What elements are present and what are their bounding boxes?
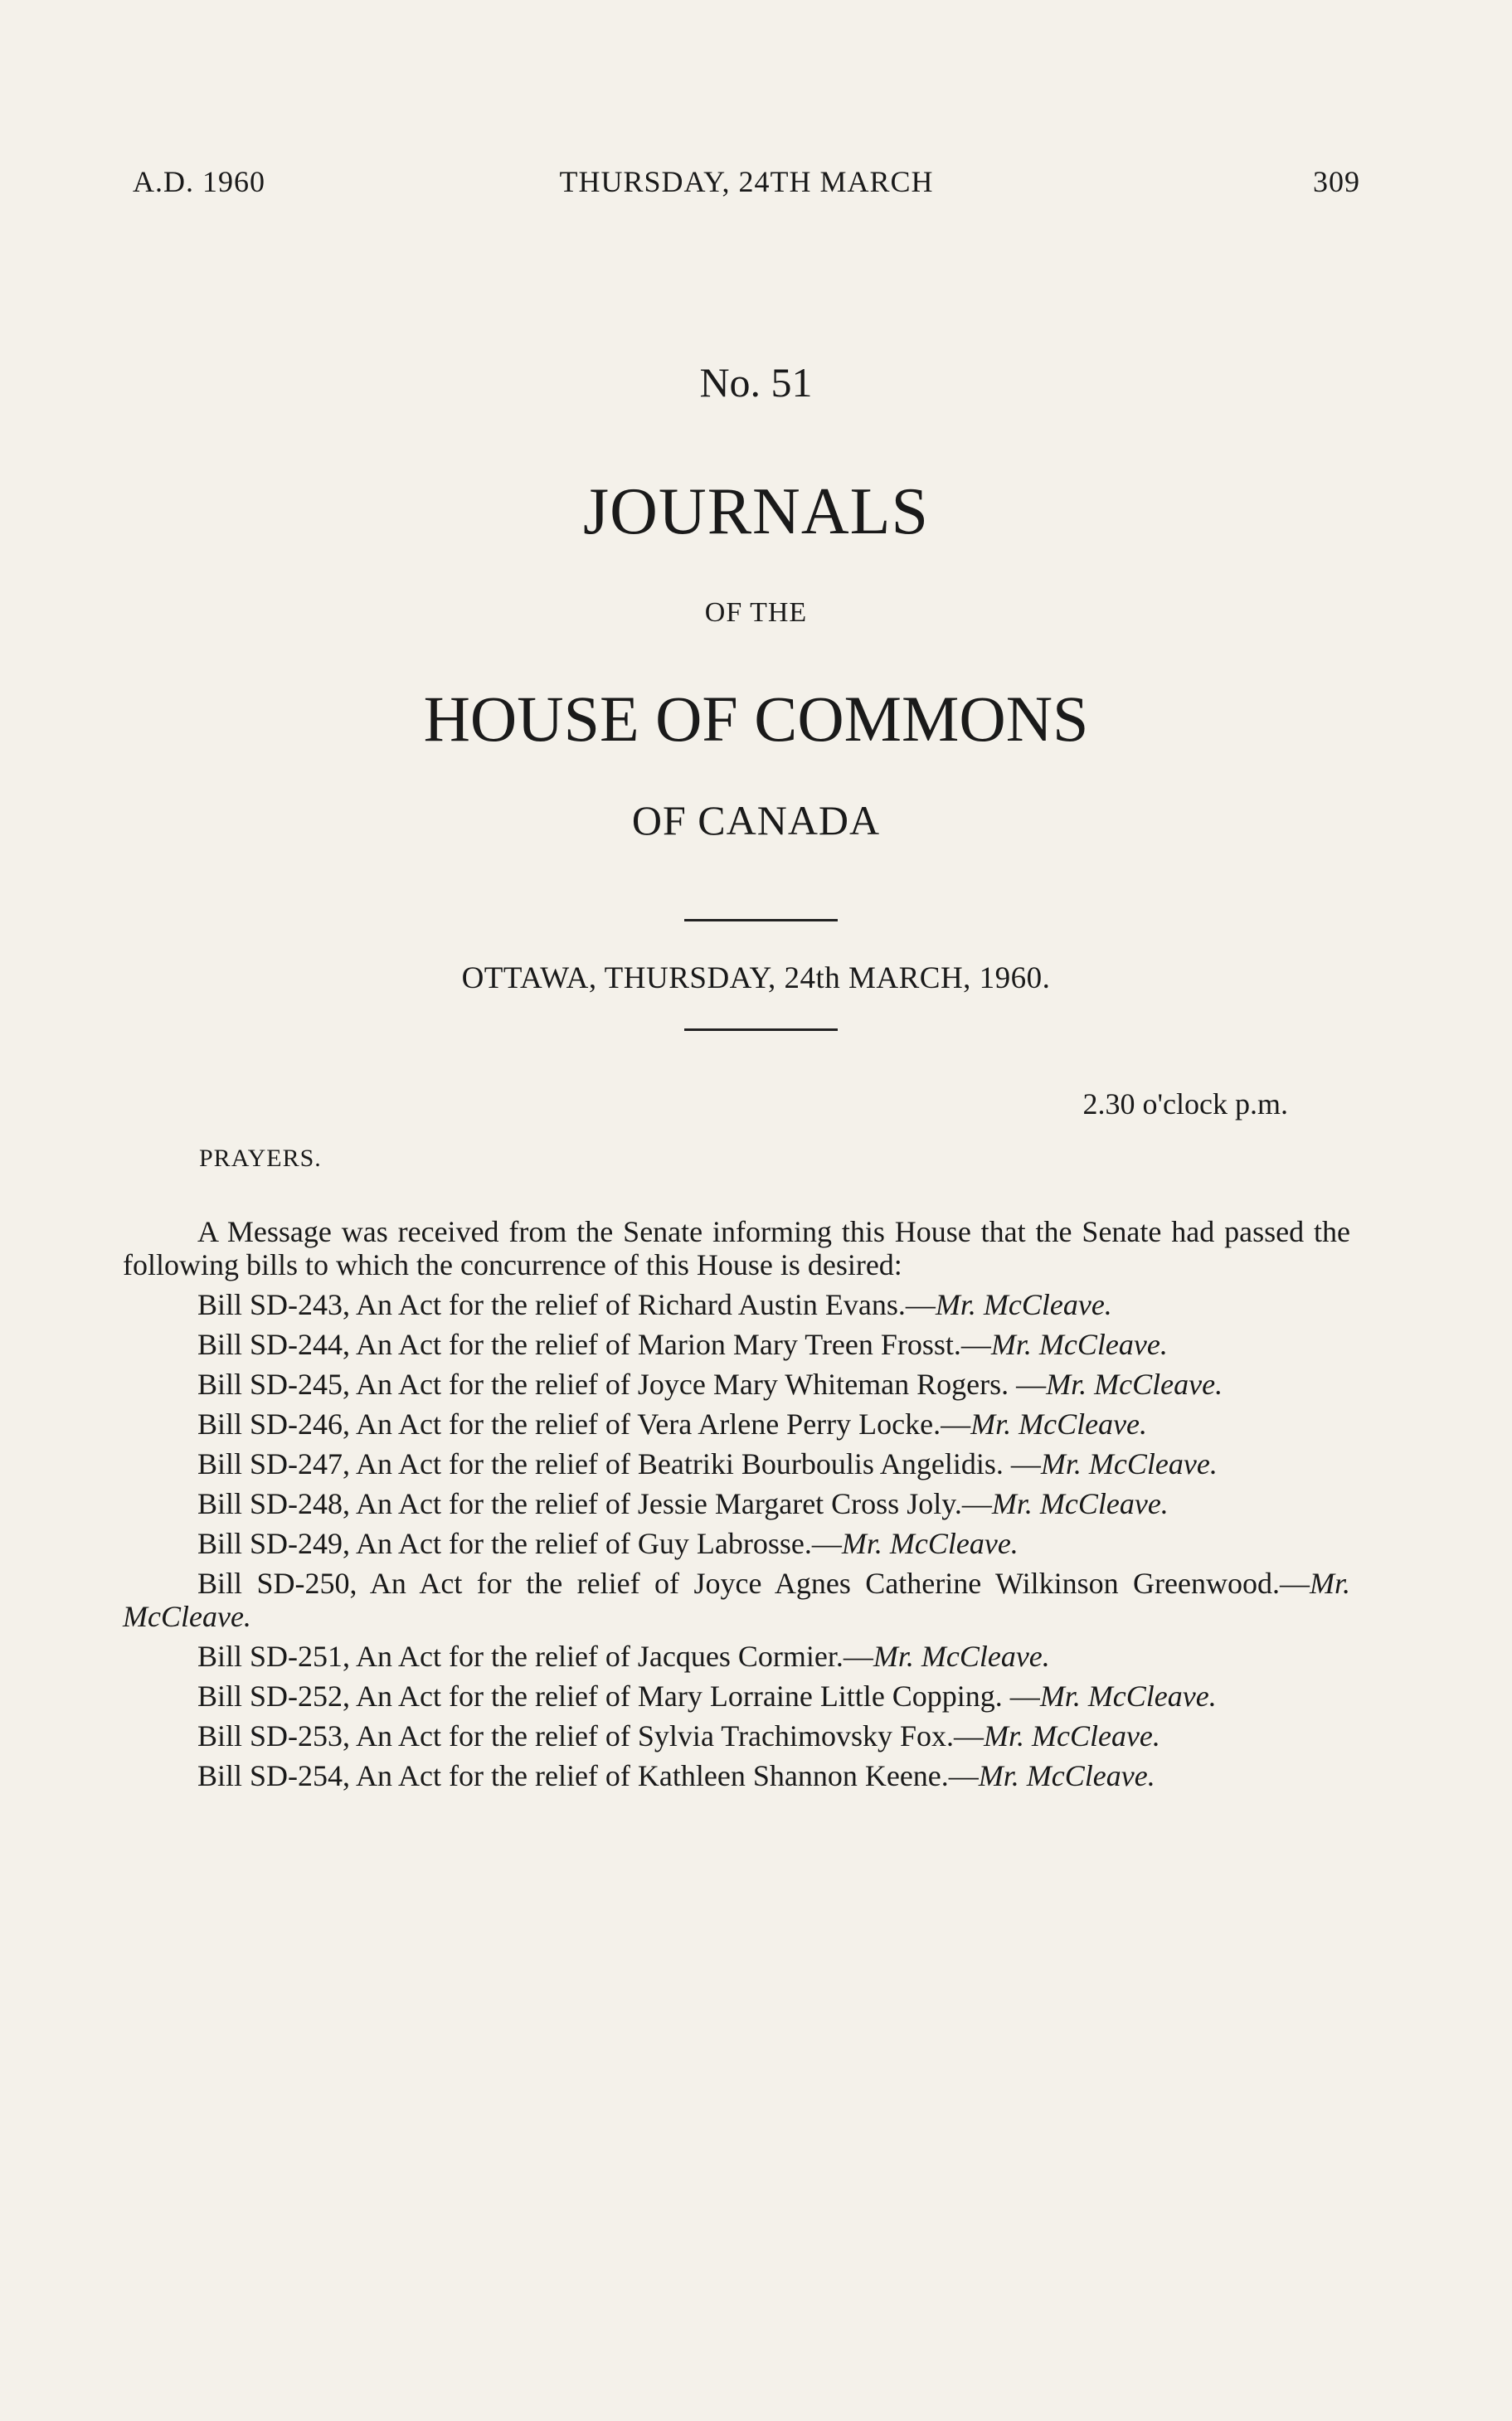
page-number: 309 xyxy=(1313,165,1360,198)
bill-text: Bill SD-244, An Act for the relief of Marion Mary Treen Frosst.— xyxy=(197,1328,991,1361)
bill-mover: Mr. McCleave. xyxy=(123,1567,1350,1633)
senate-message-paragraph: A Message was received from the Senate informing this House that the Senate had passed the following bills to which the concurrence of this House is desired: xyxy=(123,1215,1350,1281)
bill-mover: Mr. McCleave. xyxy=(1046,1368,1223,1401)
bill-text: Bill SD-254, An Act for the relief of Kathleen Shannon Keene.— xyxy=(197,1759,979,1792)
bill-entry xyxy=(123,1447,1350,1480)
bill-text: Bill SD-246, An Act for the relief of Vera Arlene Perry Locke.— xyxy=(197,1407,971,1441)
bill-mover: Mr. McCleave. xyxy=(970,1407,1148,1441)
journals-title: JOURNALS xyxy=(583,475,929,548)
bill-entry xyxy=(123,1719,1350,1753)
running-head-year: A.D. 1960 xyxy=(133,165,265,198)
running-head xyxy=(133,164,1360,206)
bill-text: Bill SD-249, An Act for the relief of Guy Labrosse.— xyxy=(197,1527,842,1560)
of-the-line: OF THE xyxy=(704,597,808,628)
bill-entry xyxy=(123,1567,1350,1633)
divider-rule xyxy=(684,1028,838,1031)
bill-text: Bill SD-245, An Act for the relief of Joyce Mary Whiteman Rogers. — xyxy=(197,1368,1047,1401)
divider-rule xyxy=(684,919,838,921)
bill-text: Bill SD-243, An Act for the relief of Richard Austin Evans.— xyxy=(197,1288,936,1321)
bill-mover: Mr. McCleave. xyxy=(983,1719,1160,1753)
bill-entry xyxy=(123,1368,1350,1401)
bill-text: Bill SD-251, An Act for the relief of Jacques Cormier.— xyxy=(197,1640,873,1673)
bill-mover: Mr. McCleave. xyxy=(935,1288,1112,1321)
bill-text: Bill SD-253, An Act for the relief of Sylvia Trachimovsky Fox.— xyxy=(197,1719,984,1753)
bill-entry xyxy=(123,1527,1350,1560)
prayers-heading: PRAYERS. xyxy=(199,1145,322,1172)
bill-mover: Mr. McCleave. xyxy=(1039,1680,1217,1713)
bill-entry xyxy=(123,1640,1350,1673)
bill-entry xyxy=(123,1759,1350,1792)
bill-text: Bill SD-250, An Act for the relief of Joyce Agnes Catherine Wilkinson Greenwood.— xyxy=(197,1567,1310,1600)
bill-entry xyxy=(123,1487,1350,1520)
bill-entry xyxy=(123,1288,1350,1321)
house-of-commons-title: HOUSE OF COMMONS xyxy=(423,683,1089,755)
of-canada-line: OF CANADA xyxy=(631,797,881,843)
dateline: OTTAWA, THURSDAY, 24th MARCH, 1960. xyxy=(461,961,1051,995)
bill-mover: Mr. McCleave. xyxy=(991,1487,1169,1520)
issue-number: No. 51 xyxy=(699,359,813,406)
bill-mover: Mr. McCleave. xyxy=(990,1328,1168,1361)
bill-mover: Mr. McCleave. xyxy=(873,1640,1050,1673)
bill-text: Bill SD-248, An Act for the relief of Jessie Margaret Cross Joly.— xyxy=(197,1487,992,1520)
proceedings-body xyxy=(123,1215,1350,1799)
bill-entry xyxy=(123,1328,1350,1361)
bill-text: Bill SD-247, An Act for the relief of Beatriki Bourboulis Angelidis. — xyxy=(197,1447,1041,1480)
bill-mover: Mr. McCleave. xyxy=(1040,1447,1218,1480)
bill-entry xyxy=(123,1680,1350,1713)
bill-entry xyxy=(123,1407,1350,1441)
sitting-time: 2.30 o'clock p.m. xyxy=(1082,1087,1288,1121)
bill-mover: Mr. McCleave. xyxy=(978,1759,1155,1792)
running-head-date: THURSDAY, 24TH MARCH xyxy=(559,165,934,198)
bill-mover: Mr. McCleave. xyxy=(841,1527,1019,1560)
bill-text: Bill SD-252, An Act for the relief of Mary Lorraine Little Copping. — xyxy=(197,1680,1040,1713)
